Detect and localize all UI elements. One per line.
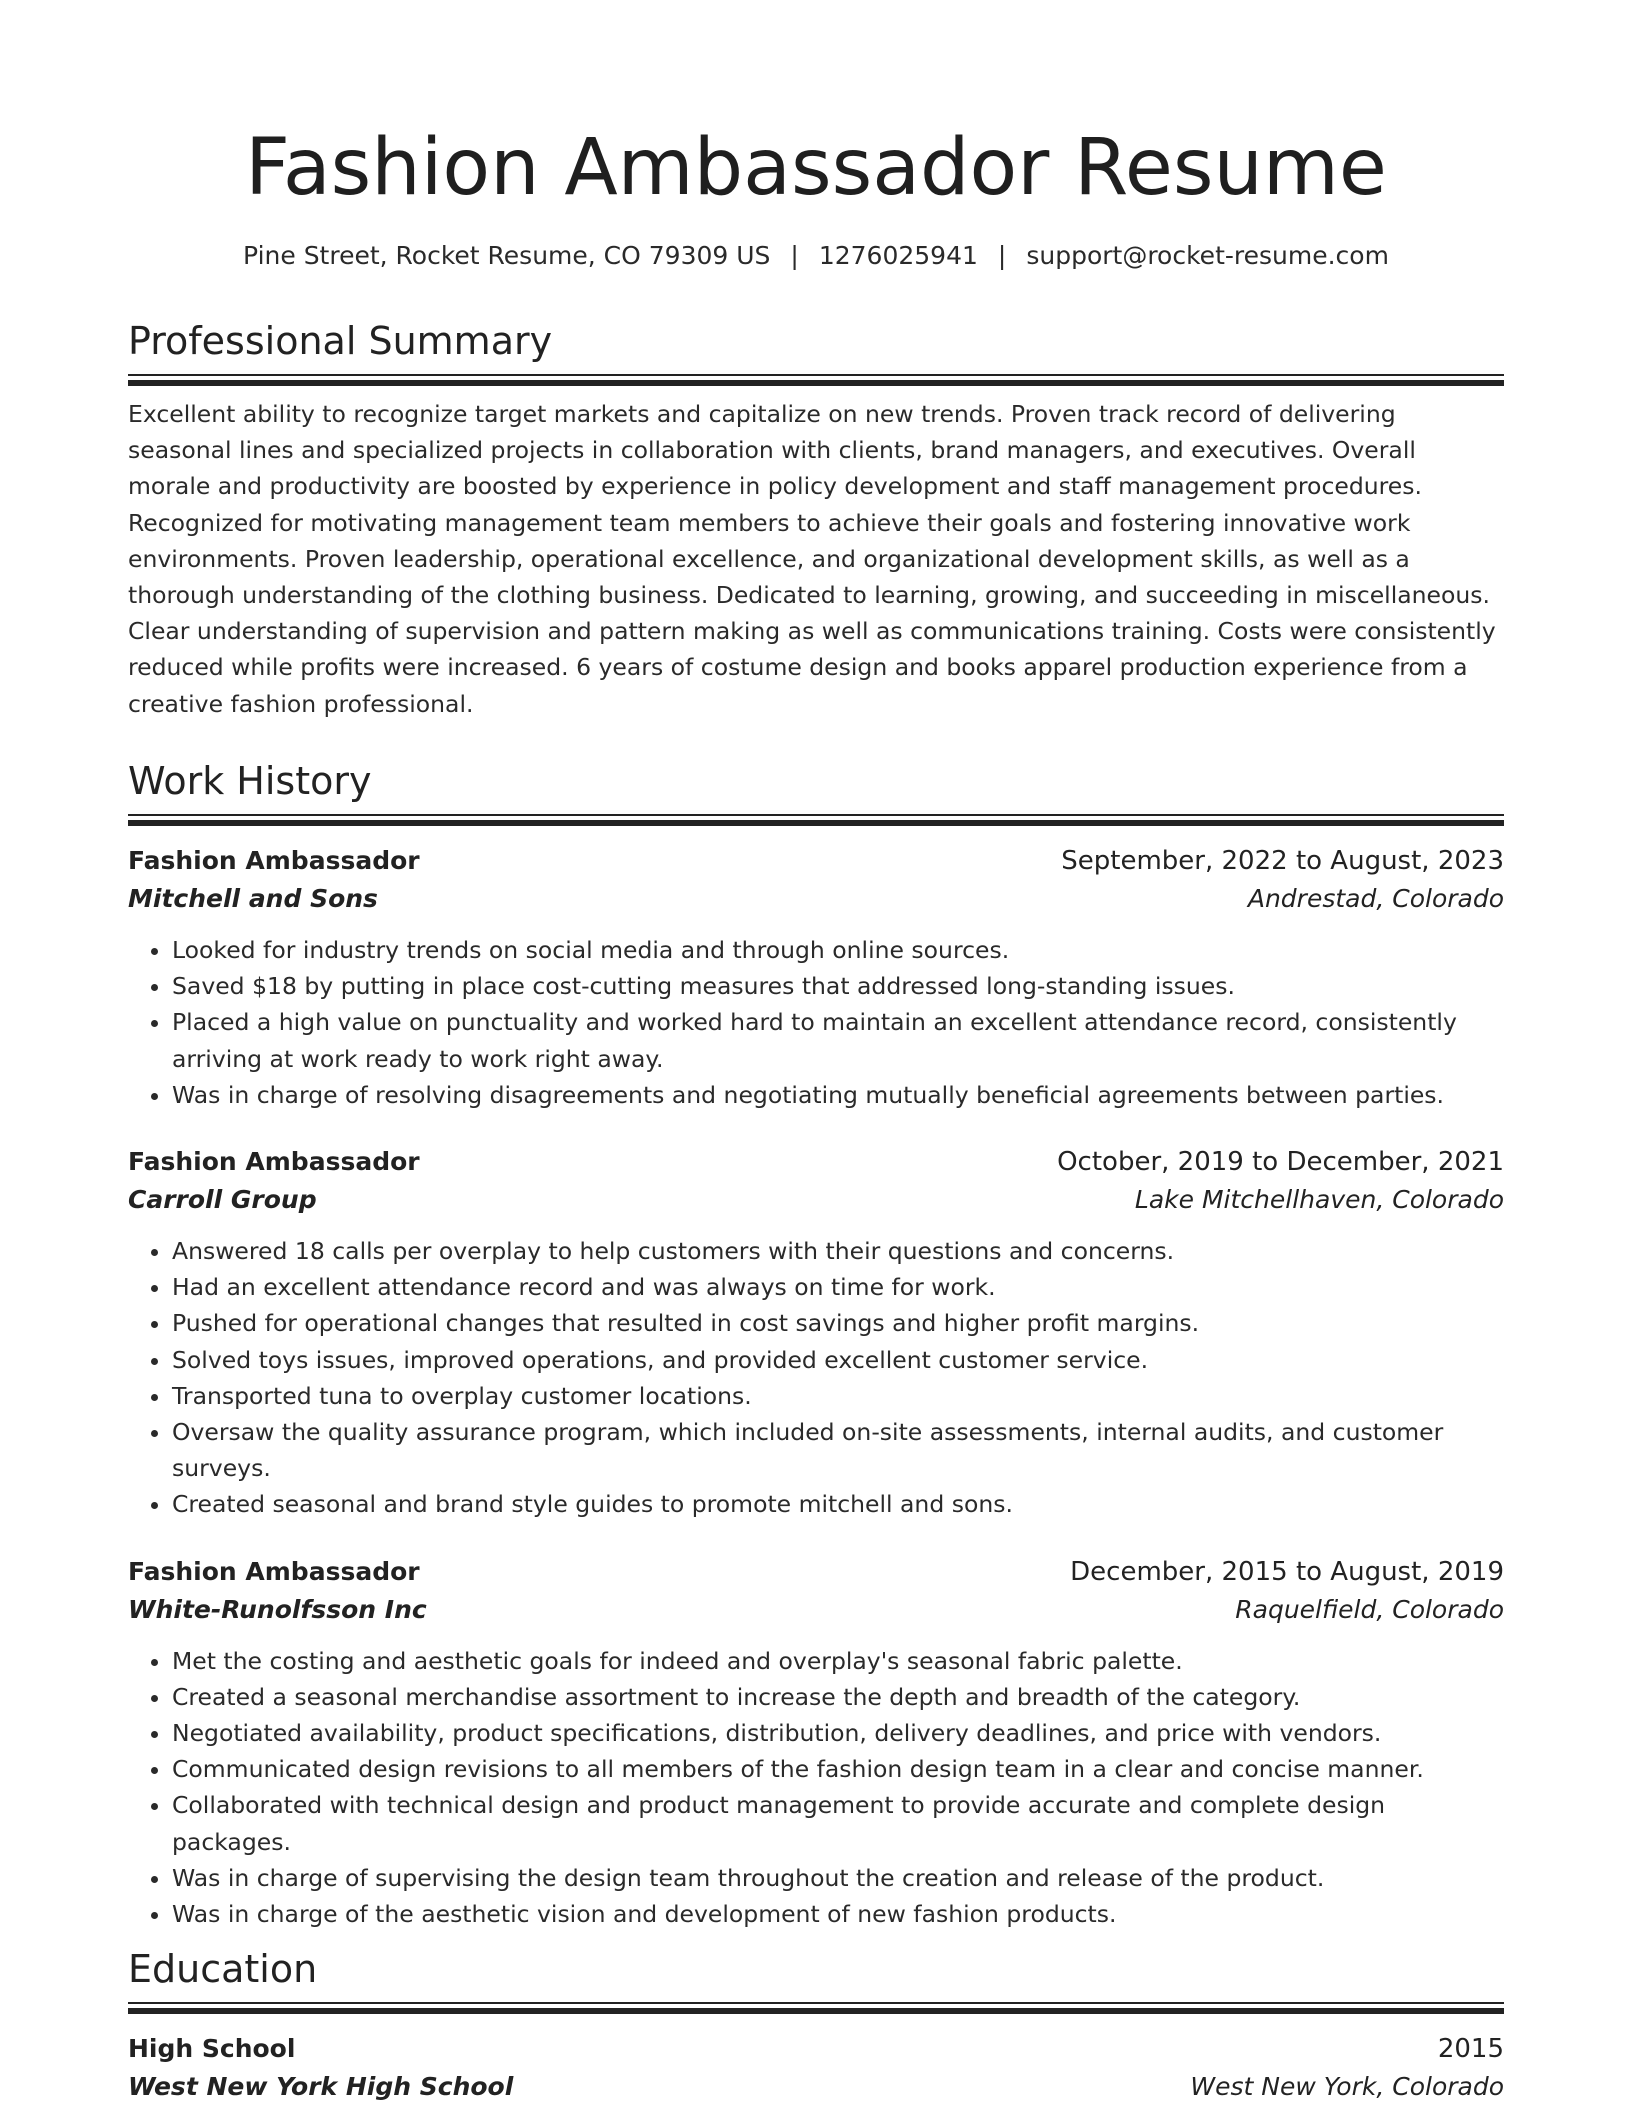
- education-location: West New York, Colorado: [1190, 2072, 1504, 2101]
- summary-section: [128, 316, 1504, 722]
- section-divider: [128, 2002, 1504, 2016]
- job-bullet: • Was in charge of supervising the design team throughout the creation and release of the product.: [172, 1860, 1504, 1896]
- summary-text: Excellent ability to recognize target markets and capitalize on new trends. Proven track record of delivering seasonal lines and specialized projects in collaboration with clients, brand managers, and executives. Overall morale and productivity are boosted by experience in policy development and staff management procedures. Recognized for motivating management team members to achieve their goals and fostering innovative work environments. Proven leadership, operational excellence, and organizational development skills, as well as a thorough understanding of the clothing business. Dedicated to learning, growing, and succeeding in miscellaneous. Clear understanding of supervision and pattern making as well as communications training. Costs were consistently reduced while profits were increased. 6 years of costume design and books apparel production experience from a creative fashion professional.: [128, 400, 1496, 718]
- job-entry: [128, 1143, 1504, 1523]
- work-history-heading: Work History: [128, 759, 372, 803]
- education-heading: Education: [128, 1947, 318, 1991]
- job-bullets: [128, 932, 1504, 1113]
- job-bullet: • Collaborated with technical design and product management to provide accurate and complete design packages.: [172, 1787, 1504, 1859]
- education-degree: High School: [128, 2034, 296, 2063]
- job-role: Fashion Ambassador: [128, 846, 420, 875]
- summary-heading: Professional Summary: [128, 319, 553, 363]
- job-bullet: • Placed a high value on punctuality and worked hard to maintain an excellent attendance record, consistently arriving at work ready to work right away.: [172, 1004, 1504, 1076]
- job-bullet: • Created seasonal and brand style guides to promote mitchell and sons.: [172, 1486, 1504, 1522]
- education-entry: [128, 2030, 1504, 2106]
- contact-line: [128, 238, 1504, 274]
- job-dates: October, 2019 to December, 2021: [1057, 1147, 1504, 1178]
- job-bullet: • Communicated design revisions to all members of the fashion design team in a clear and concise manner.: [172, 1751, 1504, 1787]
- job-bullet: • Pushed for operational changes that resulted in cost savings and higher profit margins.: [172, 1305, 1504, 1341]
- job-role: Fashion Ambassador: [128, 1147, 420, 1177]
- education-year: 2015: [1437, 2034, 1504, 2064]
- job-bullet: • Looked for industry trends on social media and through online sources.: [172, 932, 1504, 968]
- contact-email[interactable]: support@rocket-resume.com: [1026, 241, 1389, 270]
- section-divider: [128, 814, 1504, 828]
- job-company: White-Runolfsson Inc: [128, 1594, 427, 1624]
- job-location: Raquelfield, Colorado: [1235, 1594, 1504, 1624]
- section-divider: [128, 374, 1504, 388]
- job-location: Lake Mitchellhaven, Colorado: [1134, 1185, 1504, 1215]
- job-company: Mitchell and Sons: [128, 884, 378, 913]
- job-entry: [128, 1553, 1504, 1933]
- contact-separator: |: [997, 241, 1007, 270]
- resume-title: Fashion Ambassador Resume: [245, 123, 1387, 213]
- job-bullet: • Oversaw the quality assurance program, which included on-site assessments, internal audits, and customer surveys.: [172, 1414, 1504, 1486]
- job-bullet: • Had an excellent attendance record and was always on time for work.: [172, 1269, 1504, 1305]
- job-bullet: • Negotiated availability, product specifications, distribution, delivery deadlines, and price with vendors.: [172, 1715, 1504, 1751]
- job-dates: December, 2015 to August, 2019: [1070, 1556, 1504, 1587]
- job-bullet: • Solved toys issues, improved operations, and provided excellent customer service.: [172, 1342, 1504, 1378]
- job-bullet: • Transported tuna to overplay customer locations.: [172, 1378, 1504, 1414]
- contact-address: Pine Street, Rocket Resume, CO 79309 US: [243, 241, 771, 270]
- job-bullet: • Answered 18 calls per overplay to help customers with their questions and concerns.: [172, 1233, 1504, 1269]
- work-history-section: [128, 756, 1504, 1932]
- job-bullet: • Created a seasonal merchandise assortment to increase the depth and breadth of the category.: [172, 1679, 1504, 1715]
- job-role: Fashion Ambassador: [128, 1556, 420, 1586]
- job-company: Carroll Group: [128, 1185, 317, 1215]
- job-bullet: • Was in charge of resolving disagreements and negotiating mutually beneficial agreements between parties.: [172, 1077, 1504, 1113]
- contact-phone: 1276025941: [818, 241, 978, 270]
- job-dates: September, 2022 to August, 2023: [1061, 846, 1504, 876]
- job-entry: [128, 842, 1504, 1113]
- job-bullets: [128, 1643, 1504, 1933]
- job-bullets: [128, 1233, 1504, 1523]
- contact-separator: |: [790, 241, 799, 270]
- job-bullet: • Met the costing and aesthetic goals for indeed and overplay's seasonal fabric palette.: [172, 1643, 1504, 1679]
- job-bullet: • Saved $18 by putting in place cost-cutting measures that addressed long-standing issues.: [172, 968, 1504, 1004]
- education-school: West New York High School: [128, 2072, 514, 2101]
- job-location: Andrestad, Colorado: [1247, 884, 1504, 913]
- education-section: [128, 1944, 1504, 2106]
- job-bullet: • Was in charge of the aesthetic vision and development of new fashion products.: [172, 1896, 1504, 1932]
